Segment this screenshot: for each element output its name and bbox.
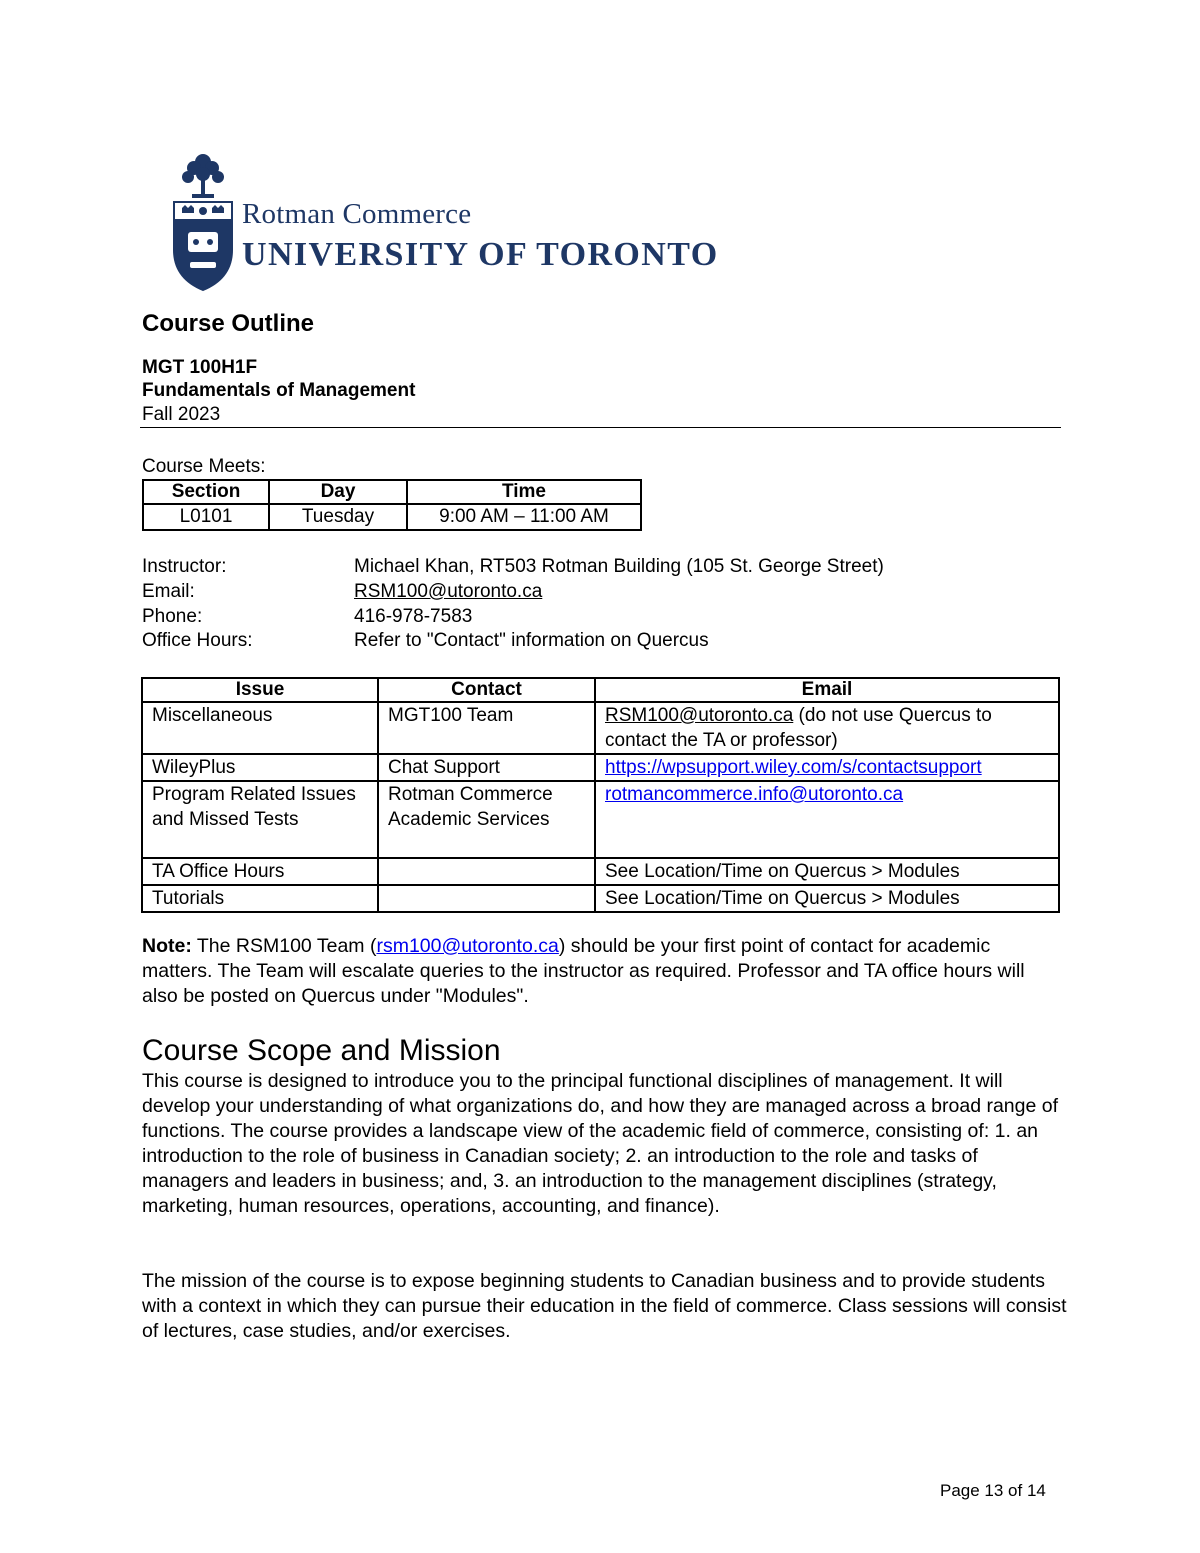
email-note: See Location/Time on Quercus > Modules	[605, 861, 960, 882]
issue-cell: Program Related Issues and Missed Tests	[142, 781, 378, 858]
note-paragraph	[142, 934, 1062, 1009]
instructor-value: Michael Khan, RT503 Rotman Building (105 St. George Street)	[354, 556, 884, 577]
scope-paragraph: This course is designed to introduce you to the principal functional disciplines of management. It will develop your understanding of what organizations do, and how they are managed across a broad range of functions. The course provides a landscape view of the academic field of commerce, consisting of: 1. an introduction to the role of business in Canadian society; 2. an introduction to the role and tasks of managers and leaders in business; and, 3. an introduction to the management disciplines (strategy, marketing, human resources, operations, accounting, and finance).	[142, 1070, 1059, 1217]
email-cell	[595, 781, 1059, 858]
office-hours-label: Office Hours:	[142, 630, 253, 651]
table-row	[142, 754, 1059, 781]
column-header: Section	[143, 480, 269, 504]
course-name: Fundamentals of Management	[142, 380, 416, 401]
page-number: Page 13 of 14	[940, 1481, 1046, 1500]
table-row	[142, 885, 1059, 912]
note-label: Note:	[142, 935, 192, 957]
contact-cell: MGT100 Team	[378, 702, 595, 754]
column-header: Time	[407, 480, 641, 504]
table-row	[142, 702, 1059, 754]
university-crest-icon	[170, 150, 236, 295]
note-email-link[interactable]: rsm100@utoronto.ca	[376, 935, 559, 957]
contact-cell	[378, 858, 595, 885]
issue-cell: TA Office Hours	[142, 858, 378, 885]
section-heading: Course Scope and Mission	[142, 1034, 501, 1067]
email-note: See Location/Time on Quercus > Modules	[605, 888, 960, 909]
phone-label: Phone:	[142, 606, 203, 627]
note-text-before: The RSM100 Team (	[191, 935, 377, 957]
contact-cell: Chat Support	[378, 754, 595, 781]
logo-line-rotman-commerce: Rotman Commerce	[242, 198, 472, 230]
course-meets-table	[142, 479, 642, 531]
email-note: (do not use Quercus to contact the TA or professor)	[605, 705, 992, 751]
table-row	[142, 781, 1059, 858]
issue-cell: Tutorials	[142, 885, 378, 912]
office-hours-value: Refer to "Contact" information on Quercus	[354, 630, 709, 651]
column-header: Day	[269, 480, 407, 504]
course-code: MGT 100H1F	[142, 357, 258, 378]
course-term: Fall 2023	[142, 404, 221, 425]
email-link[interactable]: RSM100@utoronto.ca	[605, 705, 794, 726]
email-link[interactable]: rotmancommerce.info@utoronto.ca	[605, 784, 904, 805]
email-cell	[595, 858, 1059, 885]
contact-table	[141, 677, 1060, 913]
table-row	[142, 858, 1059, 885]
email-cell	[595, 702, 1059, 754]
logo-line-university: UNIVERSITY OF TORONTO	[242, 236, 719, 273]
contact-cell	[378, 885, 595, 912]
email-link[interactable]: RSM100@utoronto.ca	[354, 581, 543, 602]
table-header-row	[143, 480, 641, 504]
issue-cell: WileyPlus	[142, 754, 378, 781]
table-row	[143, 504, 641, 530]
note-text-after: ) should be your first point of contact for academic matters. The Team will escalate queries to the instructor as required. Professor and TA office hours will also be posted on Quercus under "Modules".	[142, 935, 1025, 1007]
column-header: Contact	[378, 678, 595, 702]
column-header: Email	[595, 678, 1059, 702]
day-cell: Tuesday	[269, 504, 407, 530]
wiley-support-link[interactable]: https://wpsupport.wiley.com/s/contactsupport	[605, 757, 982, 778]
email-label: Email:	[142, 581, 195, 602]
instructor-label: Instructor:	[142, 556, 227, 577]
course-meets-label: Course Meets:	[142, 456, 266, 477]
phone-value: 416-978-7583	[354, 606, 473, 627]
issue-cell: Miscellaneous	[142, 702, 378, 754]
column-header: Issue	[142, 678, 378, 702]
mission-paragraph: The mission of the course is to expose beginning students to Canadian business and to provide students with a context in which they can pursue their education in the field of commerce. Class sessions will consist of lectures, case studies, and/or exercises.	[142, 1270, 1067, 1342]
email-cell	[595, 754, 1059, 781]
page-title: Course Outline	[142, 310, 315, 337]
header-divider	[140, 427, 1061, 428]
time-cell: 9:00 AM – 11:00 AM	[407, 504, 641, 530]
table-header-row	[142, 678, 1059, 702]
contact-cell: Rotman Commerce Academic Services	[378, 781, 595, 858]
section-cell: L0101	[143, 504, 269, 530]
email-cell	[595, 885, 1059, 912]
rotman-logo	[170, 150, 790, 295]
